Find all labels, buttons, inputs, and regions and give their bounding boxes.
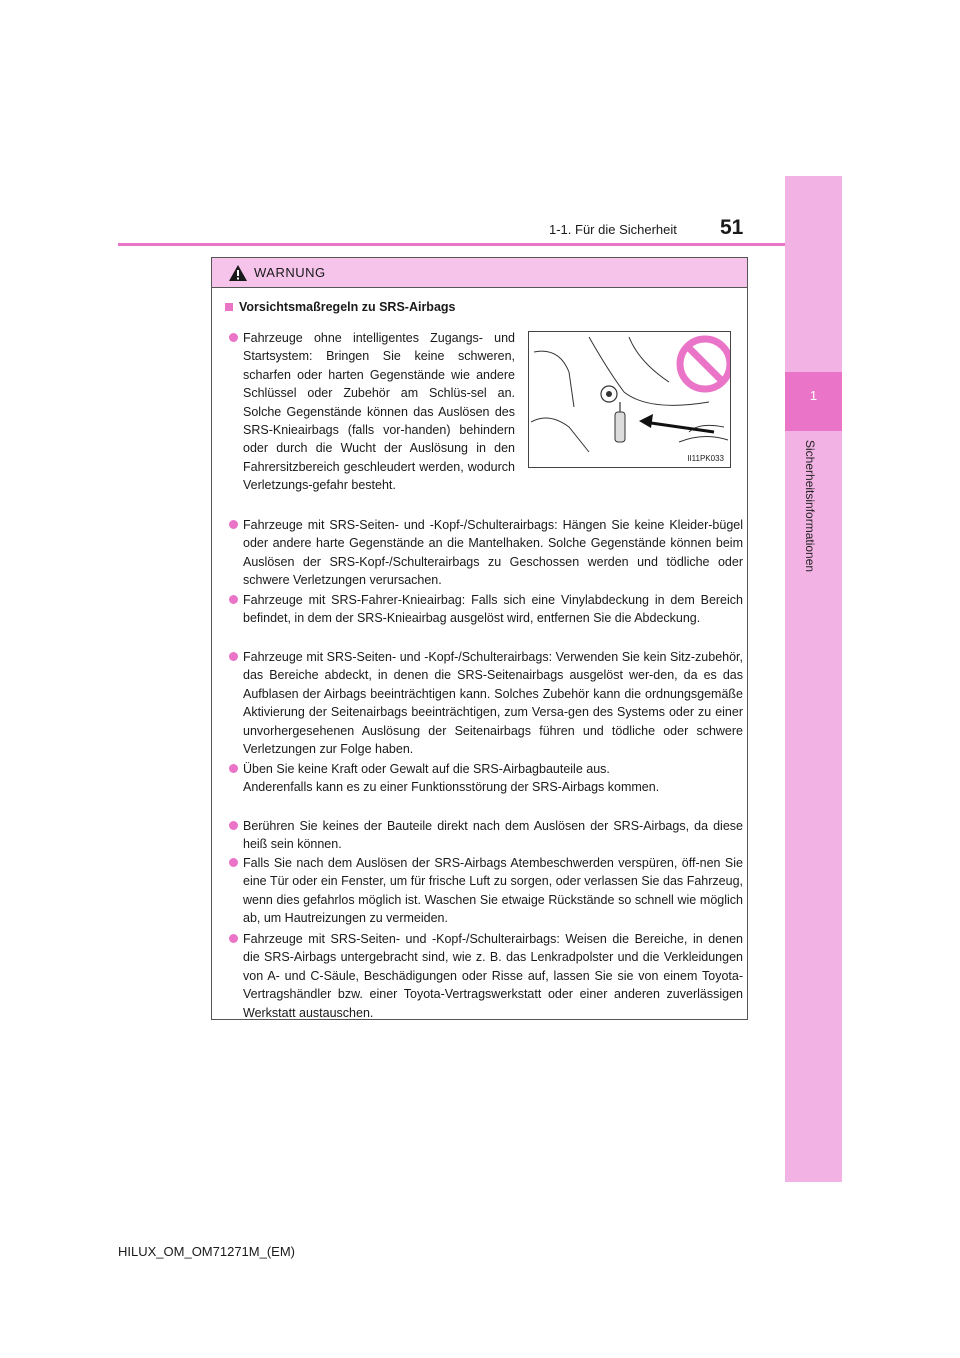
list-item: Üben Sie keine Kraft oder Gewalt auf die SRS-Airbagbauteile aus. Anderenfalls kann es zu einer Funktionsstörung der SRS-Airbags kommen. xyxy=(243,760,743,797)
chapter-label: Sicherheitsinformationen xyxy=(803,440,817,573)
warning-header xyxy=(212,258,747,288)
bullet-icon xyxy=(229,934,238,943)
section-title: 1-1. Für die Sicherheit xyxy=(549,222,677,237)
list-item: Falls Sie nach dem Auslösen der SRS-Airbags Atembeschwerden verspüren, öff-nen Sie eine Tür oder ein Fenster, um für frische Luft zu sorgen, oder verlassen Sie das Fahrzeug, wenn dies gefahrlos möglich ist. Waschen Sie etwaige Rückstände so schnell wie möglich ab, um Hautreizungen zu vermeiden. xyxy=(243,854,743,928)
warning-heading: Vorsichtsmaßregeln zu SRS-Airbags xyxy=(225,300,456,314)
warning-triangle-icon xyxy=(228,264,248,282)
square-bullet-icon xyxy=(225,303,233,311)
header-rule xyxy=(118,243,785,246)
key-illustration-drawing xyxy=(529,332,730,467)
warning-box xyxy=(211,257,748,1020)
page-number: 51 xyxy=(720,216,744,239)
list-item: Berühren Sie keines der Bauteile direkt nach dem Auslösen der SRS-Airbags, da diese heiß sein können. xyxy=(243,817,743,854)
bullet-icon xyxy=(229,333,238,342)
image-code: II11PK033 xyxy=(687,454,724,463)
list-item: Fahrzeuge mit SRS-Seiten- und -Kopf-/Schulterairbags: Hängen Sie keine Kleider-bügel oder andere harte Gegenstände an die Mantelhaken. Solche Gegenstände können beim Auslösen der SRS-Kopf-/Schulterairbags zu Geschossen werden und tödliche oder schwere Verletzungen verursachen. xyxy=(243,516,743,590)
bullet-icon xyxy=(229,821,238,830)
bullet-icon xyxy=(229,858,238,867)
list-item: Fahrzeuge ohne intelligentes Zugangs- und Startsystem: Bringen Sie keine schweren, scharfen oder harten Gegenstände wie andere Schlüssel oder Zubehör am Schlüs-sel an. Solche Gegenstände können das Auslösen des SRS-Knieairbags (falls vor-handen) behindern oder durch die Wucht der Auslösung in den Fahrersitzbereich geschleudert werden, wodurch Verletzungs-gefahr besteht. xyxy=(243,329,515,495)
list-item: Fahrzeuge mit SRS-Seiten- und -Kopf-/Schulterairbags: Weisen die Bereiche, in denen die SRS-Airbags untergebracht sind, wie z. B. das Lenkradpolster und die Verkleidungen von A- und C-Säule, Beschädigungen oder Risse auf, lassen Sie sie von einem Toyota-Vertragshändler bzw. einer Toyota-Vertragswerkstatt oder einer anderen zuverlässigen Werkstatt austauschen. xyxy=(243,930,743,1022)
key-accessory-illustration xyxy=(528,331,731,468)
bullet-icon xyxy=(229,595,238,604)
chapter-number: 1 xyxy=(809,388,818,403)
bullet-icon xyxy=(229,520,238,529)
list-item: Fahrzeuge mit SRS-Seiten- und -Kopf-/Schulterairbags: Verwenden Sie kein Sitz-zubehör, das Bereiche abdeckt, in denen die SRS-Seitenairbags ausgelöst wer-den, da es das Aufblasen der Airbags beeinträchtigen kann. Solches Zubehör kann die ordnungsgemäße Aktivierung der Seitenairbags beeinträchtigen, zum Versa-gen des Systems oder zu einer unvorhergesehenen Auslösung der Seitenairbags führen und tödliche oder schwere Verletzungen zur Folge haben. xyxy=(243,648,743,758)
bullet-icon xyxy=(229,764,238,773)
side-tab xyxy=(785,176,842,1182)
list-item: Fahrzeuge mit SRS-Fahrer-Knieairbag: Falls sich eine Vinylabdeckung in dem Bereich befindet, in dem der SRS-Knieairbag ausgelöst wird, entfernen Sie die Abdeckung. xyxy=(243,591,743,628)
document-code: HILUX_OM_OM71271M_(EM) xyxy=(118,1244,295,1259)
bullet-icon xyxy=(229,652,238,661)
warning-title: WARNUNG xyxy=(254,265,326,280)
